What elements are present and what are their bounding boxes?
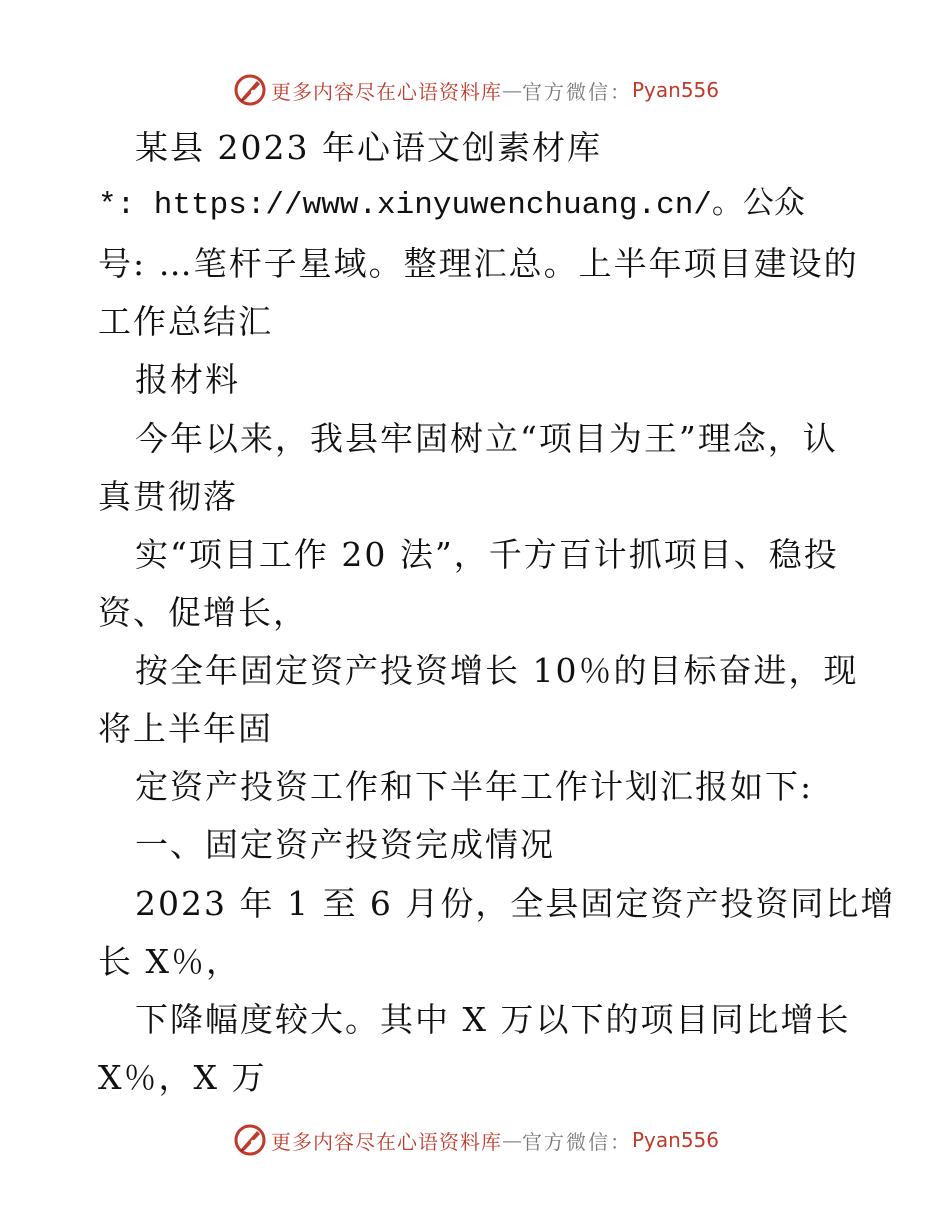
doc-text-line: 将上半年固 [98, 709, 273, 748]
doc-url-line: *: https://www.xinyuwenchuang.cn/。公众 [98, 188, 805, 223]
quill-pen-logo-icon [233, 73, 267, 107]
watermark-contact-label: 官方微信： [522, 1129, 632, 1154]
doc-text-line: 号: …笔杆子星域。整理汇总。上半年项目建设的 [98, 244, 859, 283]
doc-text-line: 按全年固定资产投资增长 10％的目标奋进，现 [135, 651, 859, 690]
doc-text-line: 资、促增长， [98, 593, 308, 632]
doc-text-line: 下降幅度较大。其中 X 万以下的项目同比增长 [135, 1000, 851, 1039]
doc-text-line: X％，X 万 [98, 1058, 267, 1097]
doc-text-line: 长 X％， [98, 942, 241, 981]
doc-text-line: 真贯彻落 [98, 477, 238, 516]
watermark-banner-bottom [233, 1120, 719, 1160]
doc-section-heading: 一、固定资产投资完成情况 [135, 825, 555, 864]
watermark-contact-id: Pyan556 [632, 1128, 720, 1152]
watermark-banner-top [233, 70, 719, 110]
doc-title-line: 某县 2023 年心语文创素材库 [135, 128, 602, 167]
watermark-site-text: 更多内容尽在心语资料库 [271, 79, 502, 104]
doc-text-line: 工作总结汇 [98, 302, 273, 341]
quill-pen-logo-icon [233, 1123, 267, 1157]
watermark-separator: — [502, 78, 522, 102]
watermark-site-text: 更多内容尽在心语资料库 [271, 1129, 502, 1154]
doc-text-line: 报材料 [135, 360, 240, 399]
doc-text-line: 2023 年 1 至 6 月份，全县固定资产投资同比增 [135, 884, 896, 923]
watermark-contact-label: 官方微信： [522, 79, 632, 104]
doc-text-line: 实“项目工作 20 法”，千方百计抓项目、稳投 [135, 535, 839, 574]
doc-text-line: 定资产投资工作和下半年工作计划汇报如下: [135, 767, 814, 806]
watermark-contact-id: Pyan556 [632, 78, 720, 102]
doc-text-line: 今年以来，我县牢固树立“项目为王”理念，认 [135, 419, 838, 458]
watermark-separator: — [502, 1128, 522, 1152]
